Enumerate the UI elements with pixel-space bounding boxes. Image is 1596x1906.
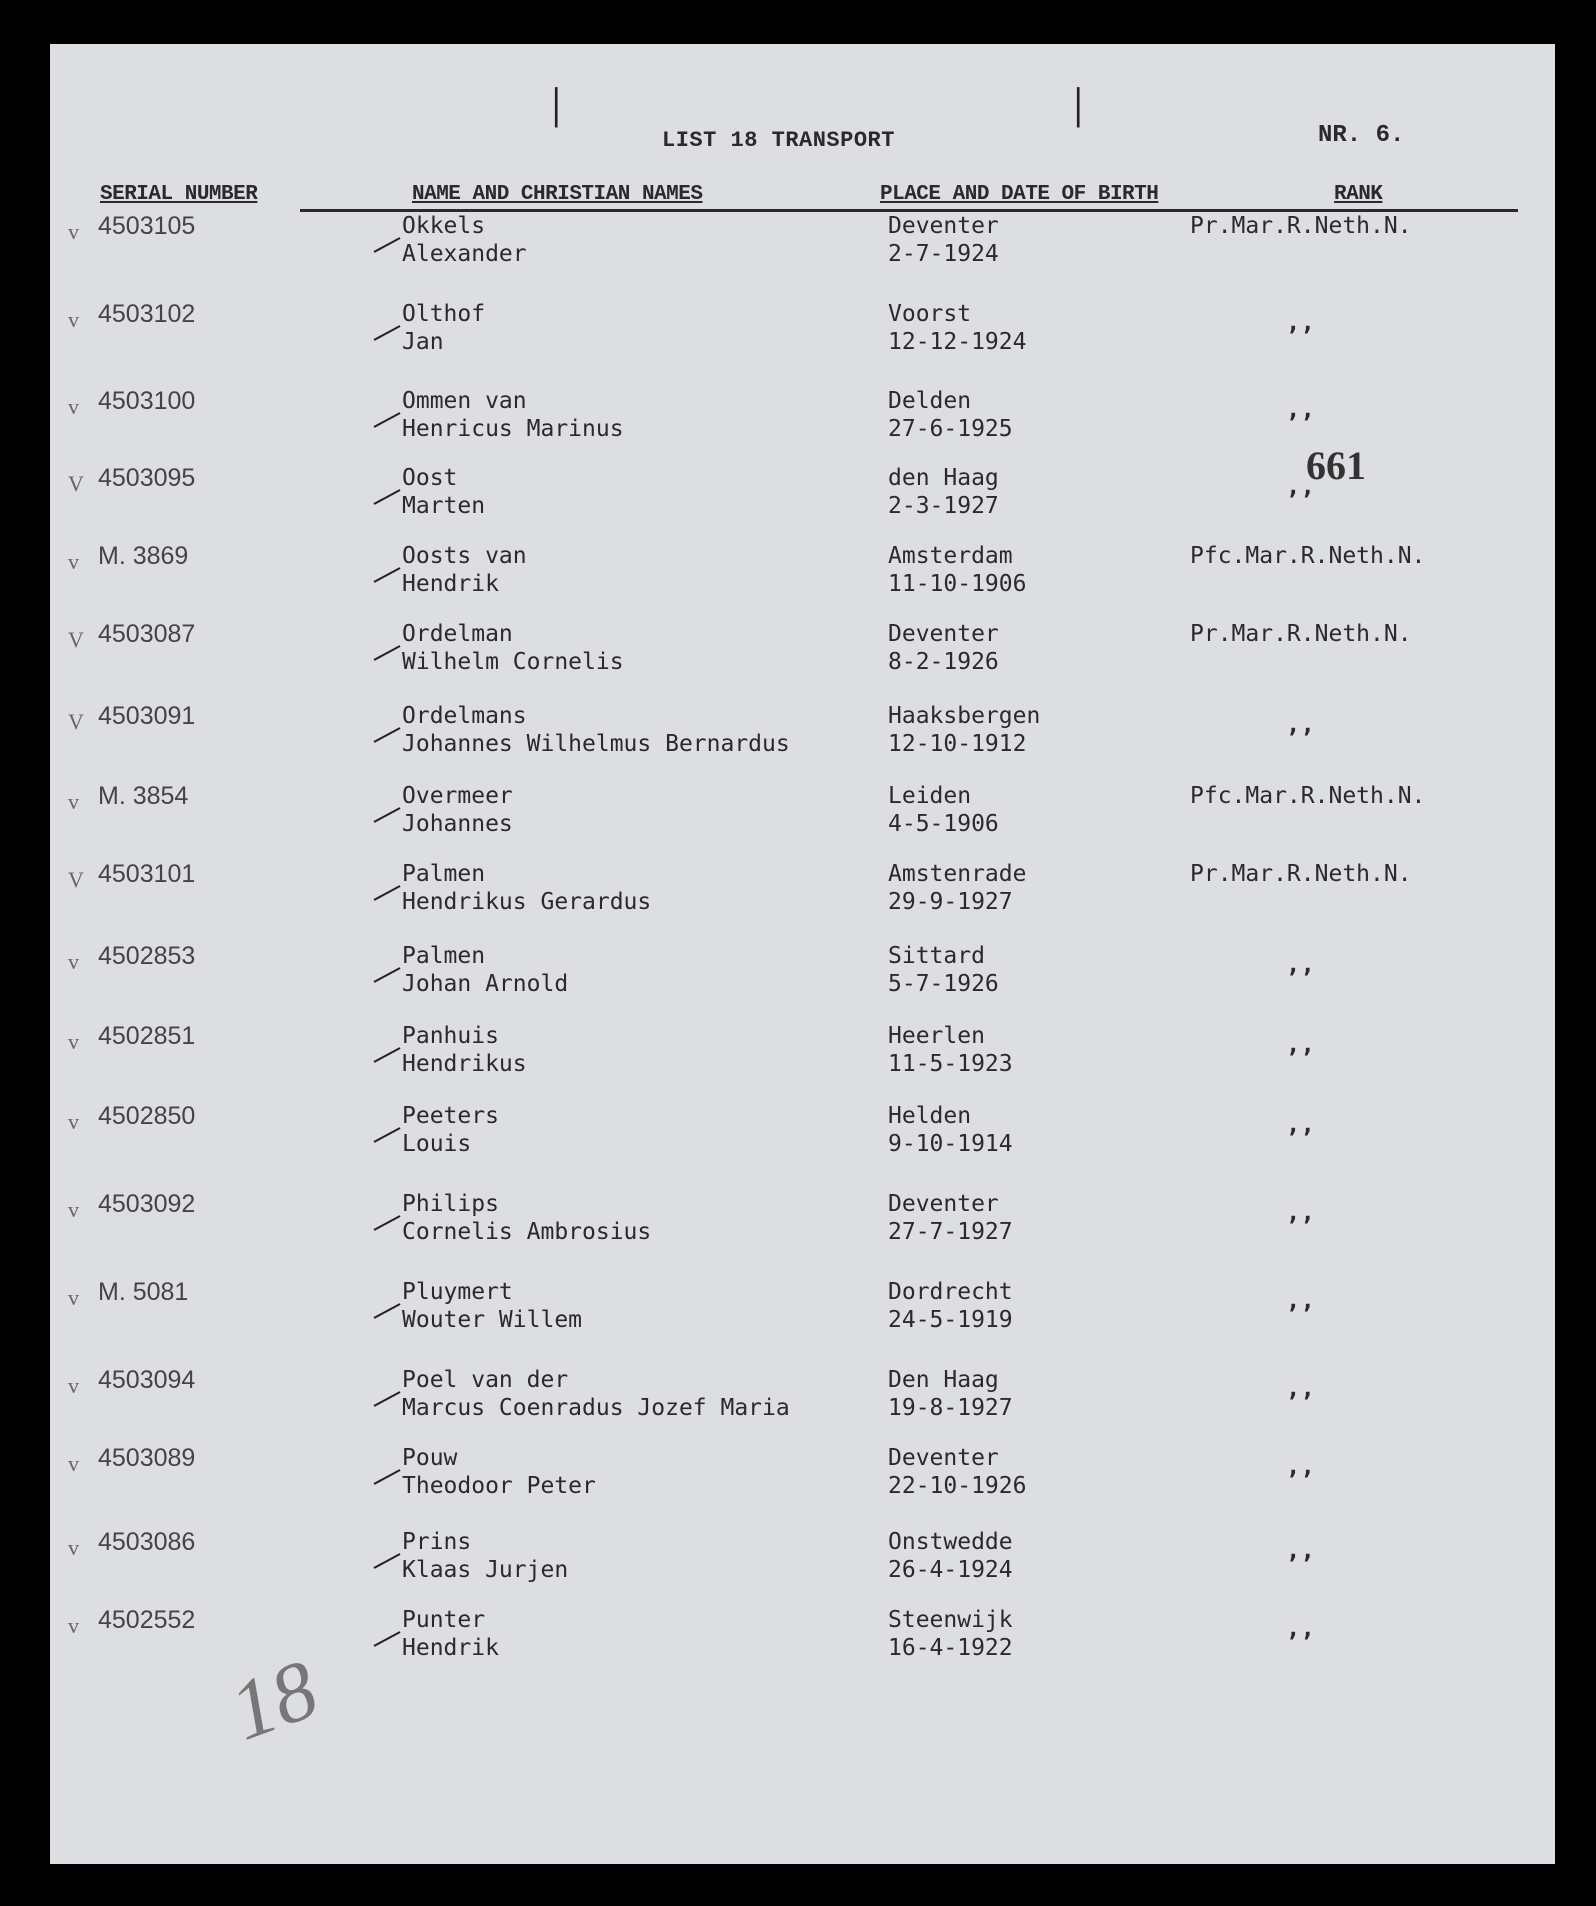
surname: Prins — [402, 1529, 472, 1555]
birth-place: Den Haag — [888, 1367, 999, 1393]
given-names: Klaas Jurjen — [402, 1557, 569, 1583]
birth-date: 8-2-1926 — [888, 649, 999, 675]
birth-date: 12-10-1912 — [888, 731, 1027, 757]
serial-number: 4503100 — [98, 387, 196, 415]
surname: Overmeer — [402, 783, 513, 809]
check-mark-icon — [372, 1466, 402, 1488]
rank: Pfc.Mar.R.Neth.N. — [1190, 543, 1426, 569]
tick-mark: v — [68, 949, 79, 974]
rank-ditto: ,, — [1286, 950, 1315, 978]
given-names: Johannes — [402, 811, 513, 837]
header-name: NAME AND CHRISTIAN NAMES — [412, 183, 703, 206]
birth-place: Amstenrade — [888, 861, 1027, 887]
table-row — [50, 1022, 1555, 1092]
birth-date: 19-8-1927 — [888, 1395, 1013, 1421]
birth-place: Deventer — [888, 213, 999, 239]
document-number: NR. 6. — [1318, 122, 1405, 149]
check-mark-icon — [372, 564, 402, 586]
serial-number: 4502850 — [98, 1102, 196, 1130]
check-mark-icon — [372, 1550, 402, 1572]
tick-mark: v — [68, 1451, 79, 1476]
surname: Panhuis — [402, 1023, 499, 1049]
given-names: Johan Arnold — [402, 971, 569, 997]
serial-number: 4503095 — [98, 464, 196, 492]
check-mark-icon — [372, 804, 402, 826]
given-names: Marcus Coenradus Jozef Maria — [402, 1395, 790, 1421]
birth-date: 2-7-1924 — [888, 241, 999, 267]
table-row — [50, 1190, 1555, 1260]
rank: Pr.Mar.R.Neth.N. — [1190, 861, 1412, 887]
birth-place: Dordrecht — [888, 1279, 1013, 1305]
rank-ditto: ,, — [1286, 395, 1315, 423]
check-mark-icon — [372, 1212, 402, 1234]
rank-ditto: ,, — [1286, 308, 1315, 336]
rank-ditto: ,, — [1286, 1198, 1315, 1226]
surname: Philips — [402, 1191, 499, 1217]
birth-place: den Haag — [888, 465, 999, 491]
serial-number: M. 3869 — [98, 542, 189, 570]
tick-mark: v — [68, 219, 79, 244]
birth-place: Deventer — [888, 1191, 999, 1217]
surname: Olthof — [402, 301, 486, 327]
rank-ditto: ,, — [1286, 1536, 1315, 1564]
serial-number: 4503087 — [98, 620, 196, 648]
header-serial-number: SERIAL NUMBER — [100, 183, 258, 206]
given-names: Wouter Willem — [402, 1307, 583, 1333]
surname: Pluymert — [402, 1279, 513, 1305]
given-names: Hendrikus Gerardus — [402, 889, 652, 915]
given-names: Johannes Wilhelmus Bernardus — [402, 731, 790, 757]
document-title: LIST 18 TRANSPORT — [662, 128, 895, 153]
birth-date: 24-5-1919 — [888, 1307, 1013, 1333]
birth-date: 2-3-1927 — [888, 493, 999, 519]
tick-mark: V — [68, 471, 84, 496]
surname: Ordelman — [402, 621, 513, 647]
table-row — [50, 1102, 1555, 1172]
birth-date: 26-4-1924 — [888, 1557, 1013, 1583]
birth-place: Heerlen — [888, 1023, 985, 1049]
rank-ditto: ,, — [1286, 1030, 1315, 1058]
serial-number: 4503086 — [98, 1528, 196, 1556]
surname: Ordelmans — [402, 703, 527, 729]
serial-number: 4503092 — [98, 1190, 196, 1218]
rank-ditto: ,, — [1286, 472, 1315, 500]
table-row — [50, 212, 1555, 282]
check-mark-icon — [372, 1124, 402, 1146]
tick-mark: v — [68, 1109, 79, 1134]
surname: Oost — [402, 465, 458, 491]
given-names: Cornelis Ambrosius — [402, 1219, 652, 1245]
rank-ditto: ,, — [1286, 1286, 1315, 1314]
table-row — [50, 1444, 1555, 1514]
check-mark-icon — [372, 1044, 402, 1066]
surname: Peeters — [402, 1103, 499, 1129]
check-mark-icon — [372, 234, 402, 256]
rank-ditto: ,, — [1286, 1614, 1315, 1642]
rank-ditto: ,, — [1286, 1452, 1315, 1480]
check-mark-icon — [372, 409, 402, 431]
check-mark-icon — [372, 1628, 402, 1650]
document-page — [50, 44, 1555, 1864]
given-names: Marten — [402, 493, 486, 519]
given-names: Louis — [402, 1131, 472, 1157]
header-place-date: PLACE AND DATE OF BIRTH — [880, 183, 1159, 206]
surname: Poel van der — [402, 1367, 569, 1393]
tick-mark: v — [68, 394, 79, 419]
punch-mark-right: │ — [1068, 88, 1089, 128]
table-row — [50, 702, 1555, 772]
given-names: Wilhelm Cornelis — [402, 649, 624, 675]
serial-number: 4503089 — [98, 1444, 196, 1472]
given-names: Theodoor Peter — [402, 1473, 596, 1499]
check-mark-icon — [372, 724, 402, 746]
birth-place: Haaksbergen — [888, 703, 1041, 729]
table-row — [50, 782, 1555, 852]
birth-date: 16-4-1922 — [888, 1635, 1013, 1661]
tick-mark: v — [68, 1535, 79, 1560]
serial-number: 4503101 — [98, 860, 196, 888]
serial-number: 4503105 — [98, 212, 196, 240]
given-names: Henricus Marinus — [402, 416, 624, 442]
check-mark-icon — [372, 882, 402, 904]
check-mark-icon — [372, 642, 402, 664]
surname: Palmen — [402, 861, 486, 887]
surname: Okkels — [402, 213, 486, 239]
rank: Pr.Mar.R.Neth.N. — [1190, 213, 1412, 239]
tick-mark: v — [68, 1373, 79, 1398]
punch-mark-left: │ — [546, 88, 567, 128]
table-row — [50, 542, 1555, 612]
birth-date: 9-10-1914 — [888, 1131, 1013, 1157]
serial-number: 4503094 — [98, 1366, 196, 1394]
table-row — [50, 620, 1555, 690]
serial-number: M. 3854 — [98, 782, 189, 810]
rank-ditto: ,, — [1286, 1110, 1315, 1138]
header-rank: RANK — [1334, 183, 1383, 206]
rank: Pr.Mar.R.Neth.N. — [1190, 621, 1412, 647]
birth-place: Voorst — [888, 301, 972, 327]
serial-number: 4502851 — [98, 1022, 196, 1050]
serial-number: 4502552 — [98, 1606, 196, 1634]
tick-mark: v — [68, 1029, 79, 1054]
birth-date: 29-9-1927 — [888, 889, 1013, 915]
tick-mark: v — [68, 1285, 79, 1310]
given-names: Jan — [402, 329, 444, 355]
given-names: Hendrik — [402, 1635, 499, 1661]
tick-mark: v — [68, 789, 79, 814]
birth-date: 27-7-1927 — [888, 1219, 1013, 1245]
surname: Ommen van — [402, 388, 527, 414]
birth-place: Sittard — [888, 943, 985, 969]
rank-ditto: ,, — [1286, 1374, 1315, 1402]
rank-ditto: ,, — [1286, 710, 1315, 738]
birth-date: 22-10-1926 — [888, 1473, 1027, 1499]
tick-mark: v — [68, 1613, 79, 1638]
serial-number: 4503091 — [98, 702, 196, 730]
rank: Pfc.Mar.R.Neth.N. — [1190, 783, 1426, 809]
birth-date: 11-5-1923 — [888, 1051, 1013, 1077]
check-mark-icon — [372, 486, 402, 508]
check-mark-icon — [372, 1300, 402, 1322]
check-mark-icon — [372, 964, 402, 986]
check-mark-icon — [372, 1388, 402, 1410]
serial-number: M. 5081 — [98, 1278, 189, 1306]
birth-place: Delden — [888, 388, 972, 414]
surname: Palmen — [402, 943, 486, 969]
tick-mark: V — [68, 627, 84, 652]
given-names: Hendrik — [402, 571, 499, 597]
check-mark-icon — [372, 322, 402, 344]
table-row — [50, 1278, 1555, 1348]
birth-place: Onstwedde — [888, 1529, 1013, 1555]
birth-place: Helden — [888, 1103, 972, 1129]
surname: Pouw — [402, 1445, 458, 1471]
birth-date: 4-5-1906 — [888, 811, 999, 837]
birth-date: 27-6-1925 — [888, 416, 1013, 442]
surname: Punter — [402, 1607, 486, 1633]
tick-mark: v — [68, 307, 79, 332]
birth-date: 11-10-1906 — [888, 571, 1027, 597]
tick-mark: v — [68, 549, 79, 574]
birth-date: 12-12-1924 — [888, 329, 1027, 355]
surname: Oosts van — [402, 543, 527, 569]
given-names: Alexander — [402, 241, 527, 267]
table-row — [50, 942, 1555, 1012]
table-row — [50, 1366, 1555, 1436]
birth-place: Amsterdam — [888, 543, 1013, 569]
birth-place: Steenwijk — [888, 1607, 1013, 1633]
tick-mark: V — [68, 867, 84, 892]
tick-mark: V — [68, 709, 84, 734]
stamp-number: 661 — [1306, 443, 1366, 488]
pencil-note: 18 — [218, 1642, 330, 1759]
birth-place: Deventer — [888, 621, 999, 647]
table-row — [50, 860, 1555, 930]
serial-number: 4503102 — [98, 300, 196, 328]
table-row — [50, 300, 1555, 370]
serial-number: 4502853 — [98, 942, 196, 970]
birth-date: 5-7-1926 — [888, 971, 999, 997]
table-row — [50, 1528, 1555, 1598]
birth-place: Deventer — [888, 1445, 999, 1471]
given-names: Hendrikus — [402, 1051, 527, 1077]
birth-place: Leiden — [888, 783, 972, 809]
tick-mark: v — [68, 1197, 79, 1222]
